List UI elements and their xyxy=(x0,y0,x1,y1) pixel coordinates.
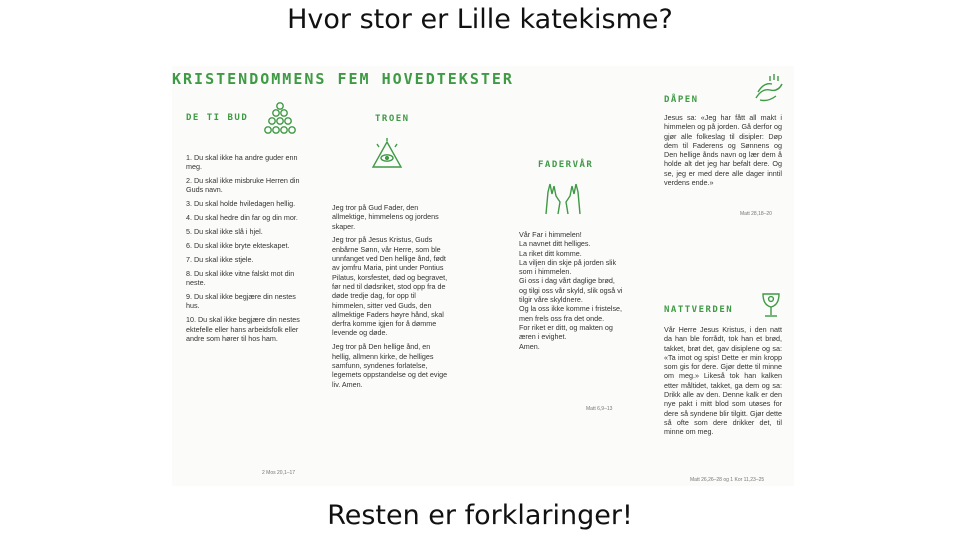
fadervar-line: For riket er ditt, og makten og æren i evighet. xyxy=(519,322,613,342)
bud-item: 3. Du skal holde hviledagen hellig. xyxy=(186,199,296,209)
bud-list xyxy=(186,153,306,348)
fadervar-line: La riket ditt komme. xyxy=(519,248,582,258)
bud-item: 7. Du skal ikke stjele. xyxy=(186,254,254,264)
fadervar-line: Gi oss i dag vårt daglige brød, xyxy=(519,276,615,286)
bud-item: 1. Du skal ikke ha andre guder enn meg. xyxy=(186,153,298,172)
fadervar-line: Og la oss ikke komme i fristelse, xyxy=(519,304,623,314)
troen-paragraph: Jeg tror på Gud Fader, den allmektige, himmelens og jordens skaper. xyxy=(332,203,439,231)
nattverden-reference: Matt 26,26–28 og 1 Kor 11,23–25 xyxy=(690,477,765,483)
fadervar-text xyxy=(519,230,629,351)
troen-paragraph: Jeg tror på Den hellige ånd, en hellig, allmenn kirke, de helliges samfunn, syndenes forlatelse, legemets oppstandelse og det evige liv. Amen. xyxy=(332,342,448,389)
chalice-icon xyxy=(760,290,782,320)
sheet-heading: KRISTENDOMMENS FEM HOVEDTEKSTER xyxy=(172,70,514,88)
dapen-text: Jesus sa: «Jeg har fått all makt i himmelen og på jorden. Gå derfor og gjør alle folkeslag til disipler: Døp dem til Faderens og Sønnens og Den hellige ånds navn og lær dem å holde alt det jeg har befalt dere. Og se, jeg er med dere alle dager inntil verdens ende.» xyxy=(664,113,782,188)
bud-item: 8. Du skal ikke vitne falskt mot din neste. xyxy=(186,268,295,288)
troen-text xyxy=(332,203,450,393)
slide-footer: Resten er forklaringer! xyxy=(327,500,633,531)
bud-item: 5. Du skal ikke slå i hjel. xyxy=(186,227,263,237)
slide-title: Hvor stor er Lille katekisme? xyxy=(287,4,673,35)
eye-triangle-icon xyxy=(370,138,404,172)
bud-title: DE TI BUD xyxy=(186,113,249,123)
fadervar-line: men frels oss fra det onde. xyxy=(519,313,605,323)
water-hands-icon xyxy=(752,70,786,104)
troen-paragraph: Jeg tror på Jesus Kristus, Guds enbårne Sønn, vår Herre, som ble unnfanget ved Den hellige ånd, født av jomfru Maria, pint under Pontius Pilatus, korsfestet, død og begravet, før ned til dødsriket, stod opp fra de døde tredje dag, for opp til himmelen, sitter ved Guds, den allmektige Faders høyre hånd, skal derfra komme igjen for å dømme levende og døde. xyxy=(332,235,448,338)
bud-item: 4. Du skal hedre din far og din mor. xyxy=(186,213,298,223)
bud-item: 10. Du skal ikke begjære din nestes ektefelle eller hans arbeidsfolk eller andre som hører til hos ham. xyxy=(186,315,300,343)
fadervar-reference: Matt 6,9–13 xyxy=(586,406,613,412)
fadervar-line: La navnet ditt helliges. xyxy=(519,239,591,249)
bud-reference: 2 Mos 20,1–17 xyxy=(262,470,296,476)
dapen-reference: Matt 28,18–20 xyxy=(740,211,772,217)
fadervar-line: Amen. xyxy=(519,341,540,351)
fadervar-line: La viljen din skje på jorden slik som i himmelen. xyxy=(519,257,617,277)
tablets-circles-icon xyxy=(260,100,300,140)
praying-hands-icon xyxy=(542,180,584,218)
fadervar-line: Vår Far i himmelen! xyxy=(519,230,582,239)
fadervar-title: FADERVÅR xyxy=(538,160,594,170)
nattverden-text: Vår Herre Jesus Kristus, i den natt da han ble forrådt, tok han et brød, takket, brøt det, gav disiplene og sa: «Ta imot og spis! Dette er min kropp som gis for dere. Gjør dette til minne om meg.» Likeså tok han kalken etter måltidet, takket, ga dem og sa: Drikk alle av den. Denne kalk er den nye pakt i mitt blod som utøses for dere så syndene blir tilgitt. Gjør dette så ofte som dere drikker det, til minne om meg. xyxy=(664,325,782,437)
dapen-title: DÅPEN xyxy=(664,95,699,105)
bud-item: 6. Du skal ikke bryte ekteskapet. xyxy=(186,241,290,251)
bud-item: 9. Du skal ikke begjære din nestes hus. xyxy=(186,292,296,311)
fadervar-line: og tilgi oss vår skyld, slik også vi tilgir våre skyldnere. xyxy=(519,285,623,305)
troen-title: TROEN xyxy=(375,114,410,124)
nattverden-title: NATTVERDEN xyxy=(664,305,734,315)
bud-item: 2. Du skal ikke misbruke Herren din Guds navn. xyxy=(186,176,300,195)
